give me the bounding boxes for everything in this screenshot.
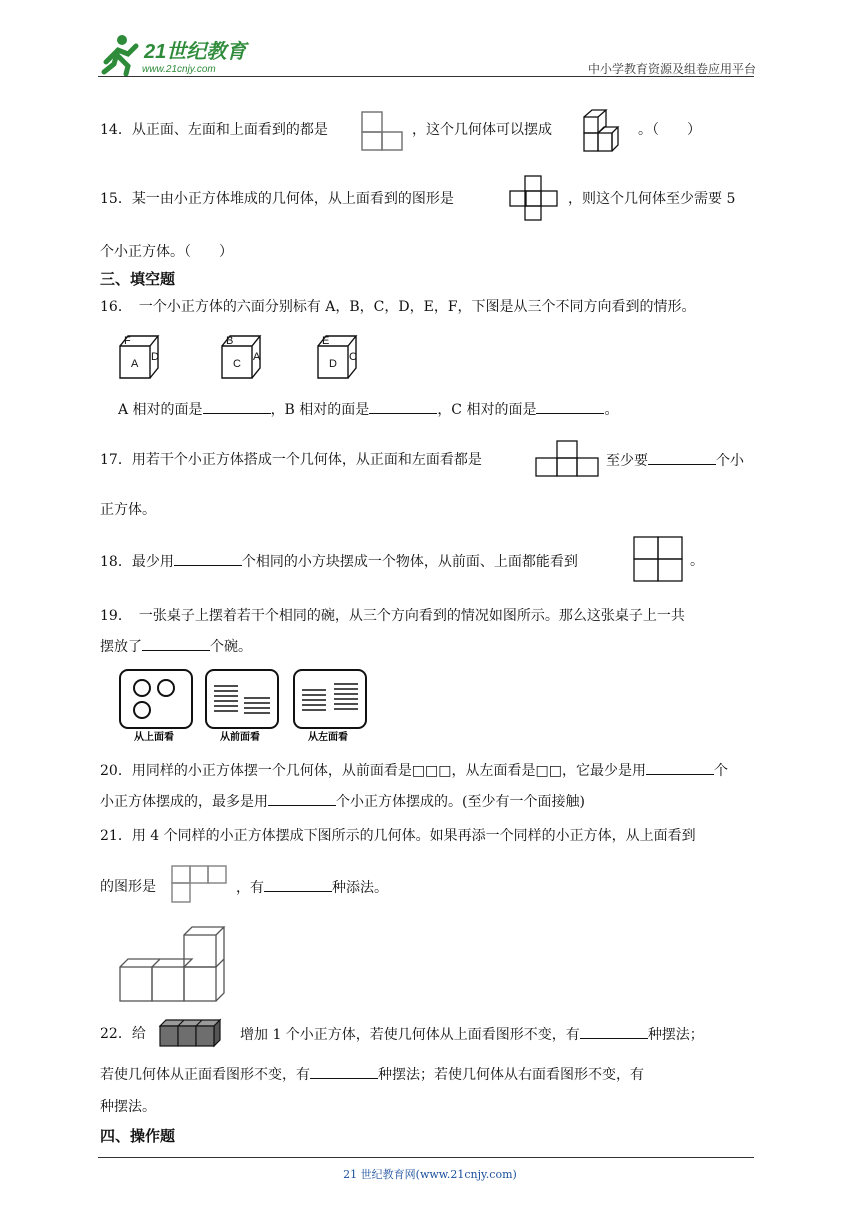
q14-view-figure <box>360 110 404 152</box>
question-20: 20．用同样的小正方体摆一个几何体，从前面看是□□□，从左面看是□□，它最少是用 个 <box>100 760 728 781</box>
logo-url: www.21cnjy.com <box>142 64 216 75</box>
cube-top-label: B <box>226 335 234 347</box>
question-18: 18．最少用 个相同的小方块摆成一个物体，从前面、上面都能看到 <box>100 551 578 572</box>
cube-side-label: C <box>349 351 357 363</box>
cube-front-label: C <box>233 358 241 370</box>
answer-blank[interactable] <box>203 399 271 414</box>
q17-text-b: 至少要 个小 <box>606 450 744 471</box>
bowl-label-front: 从前面看 <box>220 732 260 743</box>
q14-text-b: ，这个几何体可以摆成 <box>412 122 552 138</box>
answer-blank[interactable] <box>646 760 714 775</box>
cube-side-label: D <box>151 351 159 363</box>
q14-cube-figure <box>582 107 630 153</box>
question-17: 17．用若干个小正方体搭成一个几何体，从正面和左面看都是 <box>100 452 482 468</box>
q16-answer-line: A 相对的面是 ，B 相对的面是 ，C 相对的面是 。 <box>118 399 618 420</box>
section-title-3: 三、填空题 <box>100 270 176 288</box>
question-16: 16． 一个小正方体的六面分别标有 A，B，C，D，E，F，下图是从三个不同方向看到的情形。 <box>100 299 696 315</box>
cube-top-label: F <box>124 335 131 347</box>
answer-blank[interactable] <box>369 399 437 414</box>
q18-text-c: 。 <box>690 553 704 569</box>
q20-text-c: 小正方体摆成的，最多是用 个小正方体摆成的。(至少有一个面接触) <box>100 791 585 812</box>
cube-top-label: E <box>322 335 330 347</box>
answer-blank[interactable] <box>268 791 336 806</box>
platform-title: 中小学教育资源及组卷应用平台 <box>587 62 756 76</box>
q15-cross-figure <box>508 174 560 222</box>
answer-blank[interactable] <box>310 1064 378 1079</box>
answer-blank[interactable] <box>536 399 604 414</box>
q21-text-b: 的图形是 <box>100 879 156 895</box>
labelled-cube <box>222 335 261 378</box>
labelled-cube <box>120 335 159 378</box>
runner-logo-icon <box>96 32 266 78</box>
header-logo <box>96 32 266 78</box>
q22-text-b: 增加 1 个小正方体，若使几何体从上面看图形不变，有 种摆法； <box>240 1024 704 1045</box>
answer-blank[interactable] <box>264 877 332 892</box>
answer-blank[interactable] <box>580 1024 648 1039</box>
answer-blank[interactable] <box>142 636 210 651</box>
header-rule <box>98 76 754 77</box>
answer-blank[interactable] <box>648 450 716 465</box>
question-15: 15．某一由小正方体堆成的几何体，从上面看到的图形是 <box>100 191 454 207</box>
q19-bowls-figure <box>118 668 370 744</box>
bowl-label-top: 从上面看 <box>134 732 174 743</box>
question-19: 19． 一张桌子上摆着若干个相同的碗，从三个方向看到的情况如图所示。那么这张桌子上一共 <box>100 608 685 624</box>
cube-front-label: D <box>329 358 337 370</box>
labelled-cube <box>318 335 357 378</box>
question-22: 22．给 <box>100 1026 146 1042</box>
footer-text: 21 世纪教育网(www.21cnjy.com) <box>343 1168 517 1181</box>
q22-text-f: 种摆法。 <box>100 1099 156 1115</box>
cube-front-label: A <box>131 358 139 370</box>
q21-solid-figure <box>116 925 232 1005</box>
section-title-4: 四、操作题 <box>100 1127 176 1145</box>
cube-side-label: A <box>253 351 261 363</box>
q21-text-c: ，有 种添法。 <box>236 877 388 898</box>
question-21: 21．用 4 个同样的小正方体摆成下图所示的几何体。如果再添一个同样的小正方体，从上面看到 <box>100 828 696 844</box>
q17-view-figure <box>534 439 600 479</box>
q15-text-c: 个小正方体。（ ） <box>100 244 233 260</box>
q16-cubes-figure <box>118 332 368 384</box>
bowl-label-left: 从左面看 <box>308 732 348 743</box>
q15-text-b: ，则这个几何体至少需要 5 <box>568 191 736 207</box>
q17-text-d: 正方体。 <box>100 502 156 518</box>
logo-text: 21世纪教育 <box>144 41 247 63</box>
q18-square-figure <box>632 535 684 583</box>
q19-text-b: 摆放了 个碗。 <box>100 636 252 657</box>
question-14: 14．从正面、左面和上面看到的都是 <box>100 122 328 138</box>
q21-top-view-figure <box>170 862 228 906</box>
answer-blank[interactable] <box>174 551 242 566</box>
q22-text-d: 若使几何体从正面看图形不变，有 种摆法；若使几何体从右面看图形不变，有 <box>100 1064 644 1085</box>
q14-text-c: 。（ ） <box>638 122 701 138</box>
footer-rule <box>98 1157 754 1158</box>
q22-cubes-figure <box>156 1016 222 1048</box>
